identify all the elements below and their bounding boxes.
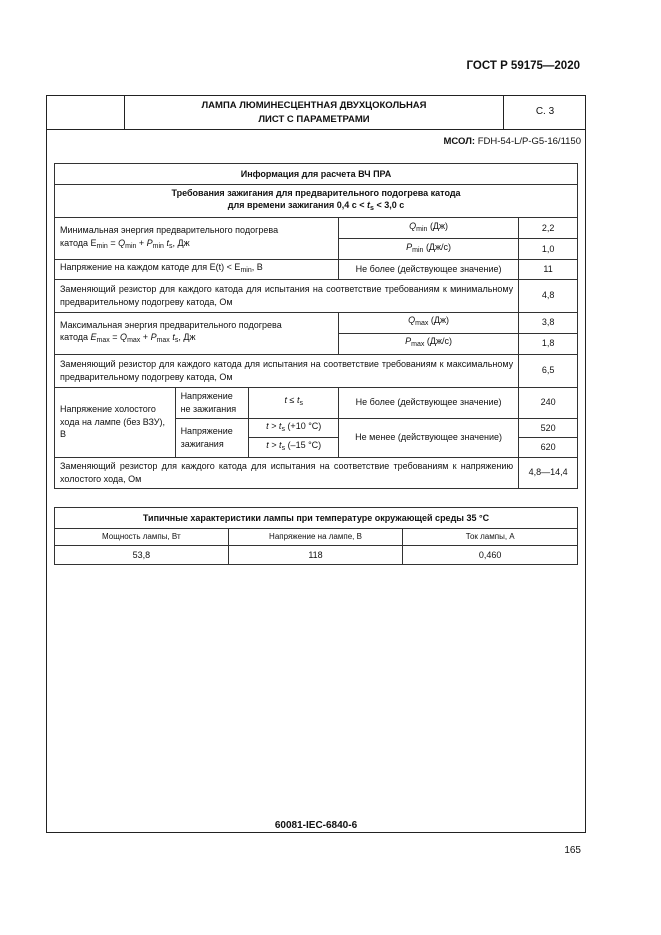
max-energy-row: Максимальная энергия предварительного подогрева катода $E_{max} = Q_{max} + P_{max}$ $t_s$, Дж $Q_{max}$ (Дж) 3,8 (55, 312, 578, 333)
table-title-row: Информация для расчета ВЧ ПРА (55, 164, 578, 185)
sheet-title: ЛАМПА ЛЮМИНЕСЦЕНТНАЯ ДВУХЦОКОЛЬНАЯ ЛИСТ С ПАРАМЕТРАМИ (201, 100, 427, 125)
pmin-row: $P_{min}$ (Дж/с) 1,0 (55, 239, 578, 260)
msol-code: МСОЛ: FDH-54-L/P-G5-16/1150 (443, 136, 581, 147)
res-ocv-row: Заменяющий резистор для каждого катода для испытания на соответствие требованиям к напряжению холостого хода, Ом 4,8—14,4 (55, 457, 578, 488)
page-number: 165 (564, 845, 581, 856)
footer-code: 60081-IEC-6840-6 (274, 820, 358, 831)
no-ignition-row: Напряжение холостого хода на лампе (без ВЗУ), В Напряжение не зажигания $t \le t_s$ Не более (действующее значение) 240 (55, 387, 578, 418)
typical-header-row: Мощность лампы, Вт Напряжение на лампе, В Ток лампы, А (55, 529, 578, 546)
sheet-header (46, 95, 586, 130)
standard-number: ГОСТ Р 59175—2020 (466, 60, 580, 72)
ignition-header-row: Требования зажигания для предварительного подогрева катода для времени зажигания 0,4 $с < t_s < 3,0$ с (55, 185, 578, 218)
typical-characteristics-table (54, 507, 578, 565)
cathode-voltage-row: Напряжение на каждом катоде для $E(t) < E_{min}$, В Не более (действующее значение) 11 (55, 260, 578, 280)
ignition-plus10-row: Напряжение зажигания $t > t_s$ (+10 °C) Не менее (действующее значение) 520 (55, 418, 578, 438)
res-min-row: Заменяющий резистор для каждого катода для испытания на соответствие требованиям к минимальному предварительному подогреву катода, Ом 4,8 (55, 279, 578, 312)
pmax-row: $P_{max}$ (Дж/с) 1,8 (55, 333, 578, 354)
ignition-minus15-row: $t > t_s$ (–15 °C) 620 (55, 438, 578, 458)
typical-values-row: 53,8 118 0,460 (55, 546, 578, 565)
typical-title-row: Типичные характеристики лампы при температуре окружающей среды 35 °C (55, 508, 578, 529)
min-energy-row: Минимальная энергия предварительного подогрева катода $E_{min} = Q_{min} + P_{min}$ $t_s$, Дж $Q_{min}$ (Дж) 2,2 (55, 218, 578, 239)
ballast-info-table (54, 163, 578, 489)
res-max-row: Заменяющий резистор для каждого катода для испытания на соответствие требованиям к максимальному предварительному подогреву катода, Ом 6,5 (55, 354, 578, 387)
sheet-page: С. 3 (535, 106, 555, 117)
